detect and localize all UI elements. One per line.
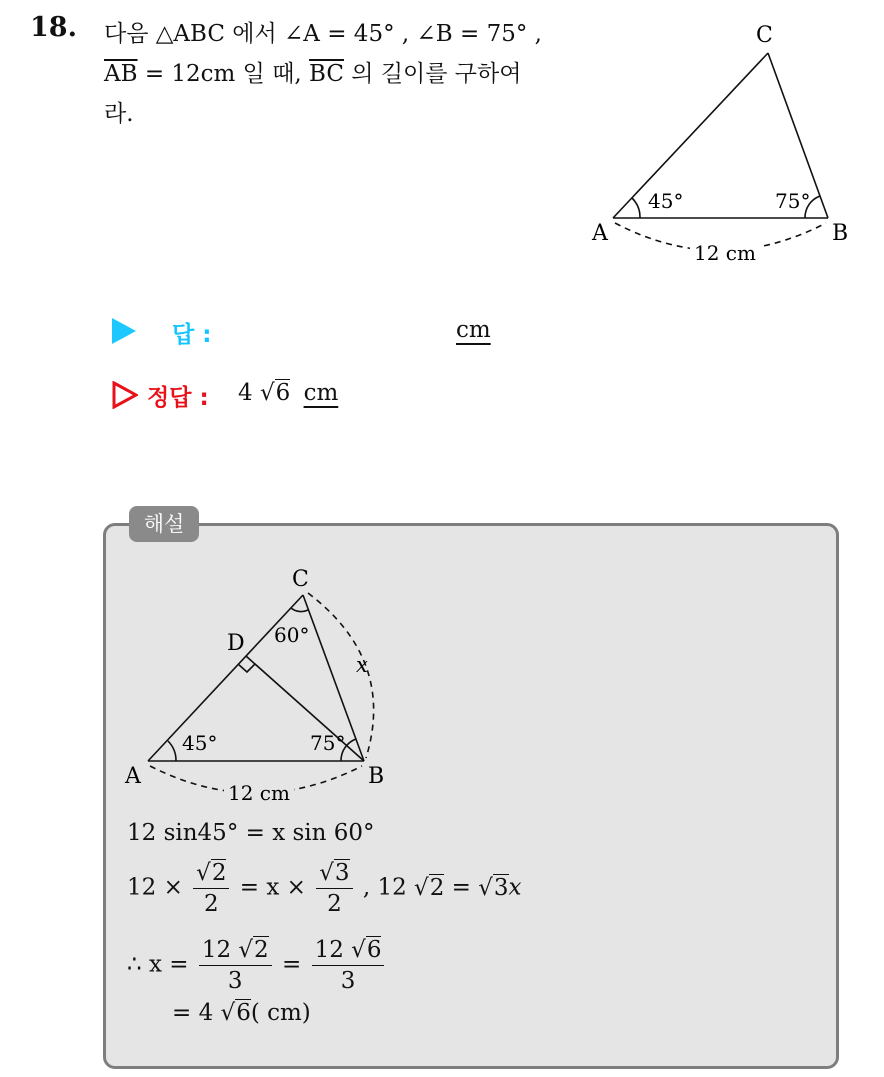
triangle-figure [580, 20, 870, 270]
correct-sqrt: √6 [259, 380, 291, 406]
sol-angle-a-label: 45° [182, 731, 218, 755]
answer-unit-text: cm [456, 317, 491, 343]
eq2-frac1-den: 2 [204, 891, 219, 917]
eq4-rad: 6 [236, 1000, 251, 1026]
eq2-left: 12 × [127, 874, 183, 901]
correct-radicand: 6 [275, 380, 291, 406]
eq3-f1-coef: 12 [201, 937, 239, 963]
eq3-frac-2: $\frac{12 √6}{3}$ [312, 935, 385, 996]
right-angle-mark [238, 664, 255, 672]
eq4-lead: = 4 [172, 1000, 221, 1026]
angle-b-label: 75° [775, 189, 811, 213]
eq2-frac2-den: 2 [327, 891, 342, 917]
vertex-b-label: B [832, 221, 849, 246]
eq2-mid: = x × [239, 874, 306, 901]
sol-angle-b-label: 75° [310, 731, 346, 755]
solution-eq-1: 12 sin45° = x sin 60° [127, 820, 375, 846]
sol-side-ab-label: 12 cm [228, 781, 290, 805]
vertex-a-label: A [592, 221, 608, 246]
eq2-frac-1: $\frac{√2}{2}$ [193, 858, 229, 919]
eq3-f2-coef: 12 [314, 937, 352, 963]
correct-arrow-icon [112, 381, 138, 409]
angle-a-label: 45° [648, 189, 684, 213]
eq2-tail-r2: 3 [493, 874, 509, 901]
correct-unit: cm [303, 380, 339, 406]
correct-coef: 4 [238, 380, 253, 406]
eq3-f1-rad: 2 [254, 937, 269, 963]
eq2-tail-b: = [444, 874, 479, 901]
answer-label: 답 : [172, 322, 212, 348]
eq2-sqrt-1: √2 [414, 874, 445, 901]
angle-a-arc [632, 198, 640, 218]
solution-triangle-figure [118, 560, 408, 810]
question-line-2-text: = 12cm 일 때, [137, 61, 310, 87]
eq3-f1-den: 3 [227, 968, 243, 994]
eq4-sqrt: √6 [220, 1000, 251, 1026]
question-line-2 [104, 54, 564, 94]
eq3-f2-rad: 6 [366, 937, 382, 963]
sol-vertex-d-label: D [227, 631, 245, 656]
eq4-tail: ( cm) [250, 1000, 311, 1026]
sol-vertex-b-label: B [368, 764, 385, 789]
eq2-sqrt-2: √3 [478, 874, 509, 901]
sol-angle-c-arc [291, 608, 308, 612]
sol-vertex-c-label: C [292, 567, 309, 592]
eq2-frac-2: $\frac{√3}{2}$ [316, 858, 352, 919]
eq2-frac1-num: 2 [211, 860, 227, 886]
answer-unit [456, 317, 491, 343]
eq3-frac-1: $\frac{12 √2}{3}$ [199, 935, 272, 996]
sol-side-x-label: x [356, 653, 368, 677]
sol-angle-c-label: 60° [274, 623, 310, 647]
question-line-2-tail: 의 길이를 구하여 [343, 61, 522, 87]
eq3-eq: = [282, 951, 309, 978]
correct-value [238, 380, 338, 406]
question-line-1: 다음 △ABC 에서 ∠A = 45° , ∠B = 75° , [104, 21, 542, 47]
eq2-tail-r1: 2 [429, 874, 445, 901]
segment-bc: $\overline{BC}$ [309, 61, 344, 87]
question-number: 18. [30, 12, 77, 43]
correct-label: 정답 : [147, 385, 209, 411]
sol-side-ac-line [148, 595, 303, 761]
segment-ab: $\overline{AB}$ [104, 61, 138, 87]
sol-vertex-a-label: A [125, 764, 141, 789]
solution-tag: 해설 [129, 506, 199, 542]
question-text [104, 14, 564, 134]
eq3-f2-den: 3 [340, 968, 356, 994]
solution-eq-4 [172, 1000, 311, 1026]
vertex-c-label: C [756, 23, 773, 48]
eq3-lead: ∴ x = [127, 951, 189, 978]
solution-eq-2 [127, 858, 522, 919]
sol-angle-a-arc [168, 741, 176, 761]
side-ab-label: 12 cm [694, 241, 756, 265]
question-line-3: 라. [104, 101, 134, 127]
answer-arrow-icon [112, 318, 136, 344]
side-ac-line [613, 53, 768, 218]
eq2-tail-a: , 12 [362, 874, 415, 901]
eq2-tail-c: x [508, 874, 522, 901]
eq2-frac2-num: 3 [334, 860, 350, 886]
solution-eq-3 [127, 935, 387, 996]
